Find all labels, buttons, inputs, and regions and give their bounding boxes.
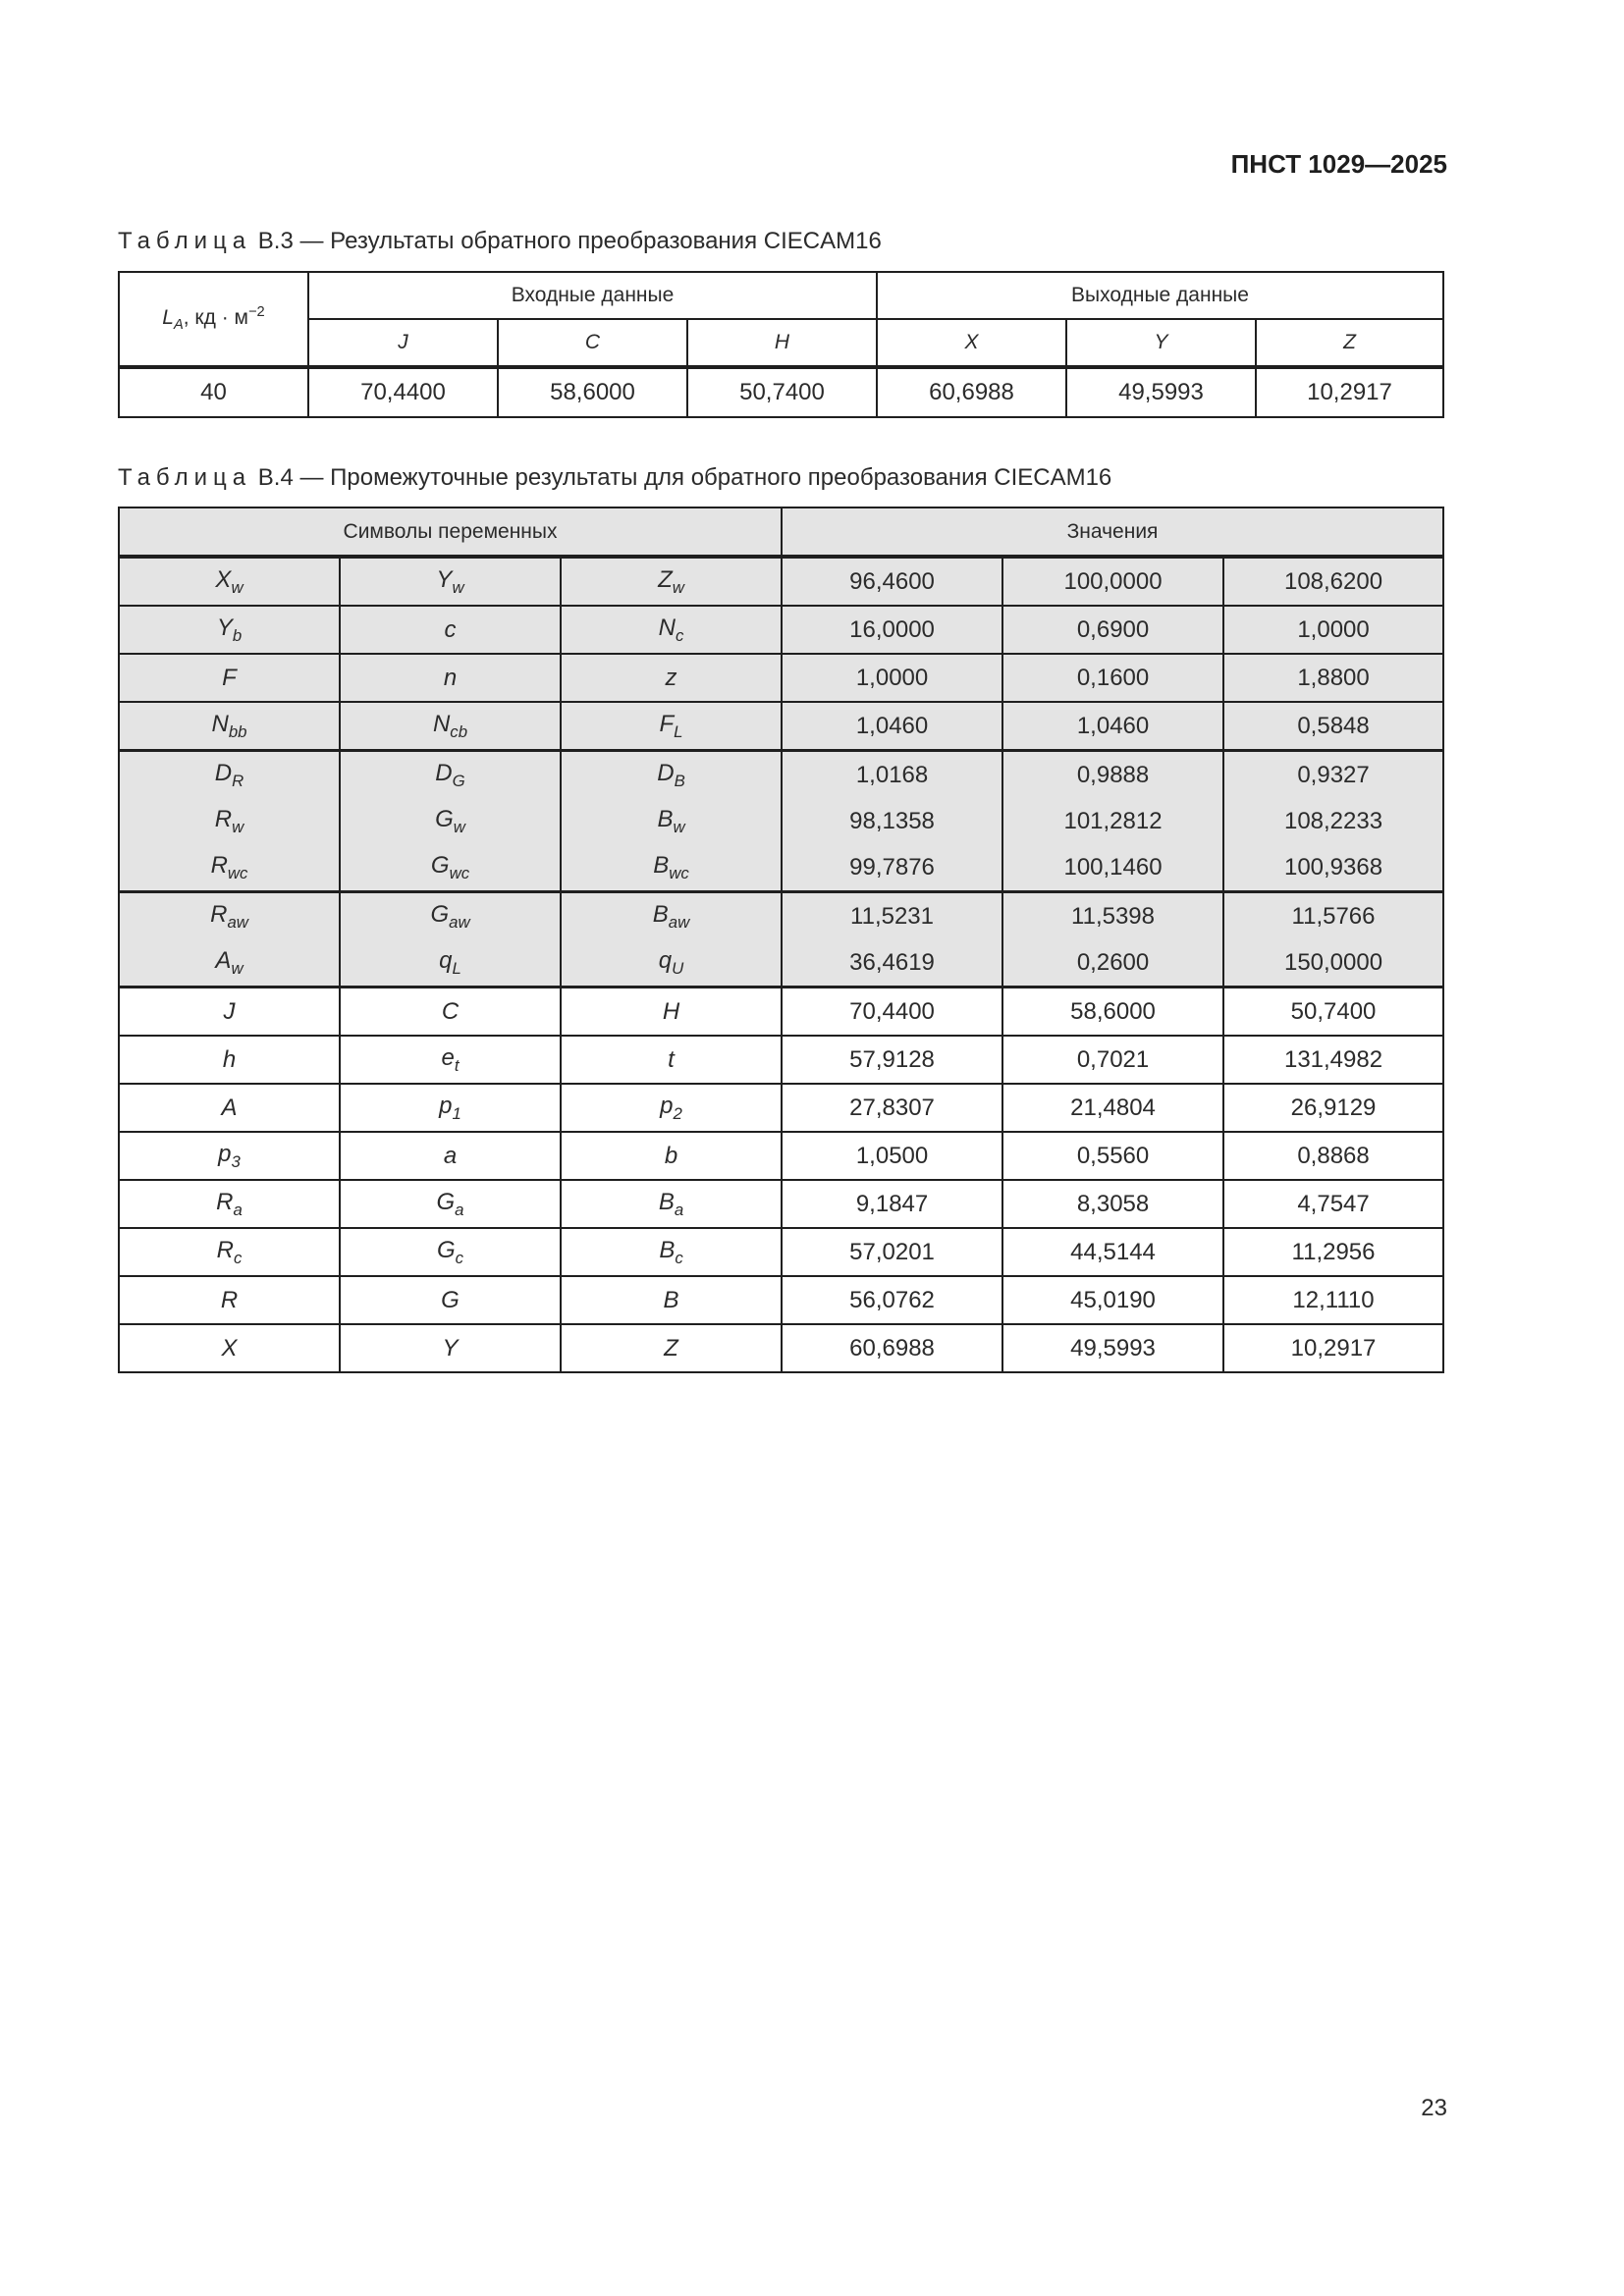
table-row [119, 1084, 1443, 1132]
value-cell: 57,0201 [782, 1228, 1002, 1276]
input-data-header: Входные данные [308, 272, 877, 319]
symbol-cell: $F_L$ [561, 702, 782, 751]
caption-text: В.3 — Результаты обратного преобразования CIECAM16 [257, 228, 882, 254]
value-cell: 26,9129 [1223, 1084, 1443, 1132]
table-row [119, 702, 1443, 751]
col-header: H [687, 319, 877, 367]
symbol-cell: a [340, 1132, 561, 1180]
value-cell: 96,4600 [782, 557, 1002, 606]
table-cell: 49,5993 [1066, 367, 1256, 417]
table-b4-caption [118, 464, 1111, 492]
table-cell: 10,2917 [1256, 367, 1443, 417]
col-header: C [498, 319, 687, 367]
col-header: X [877, 319, 1066, 367]
symbol-cell: $R_{aw}$ [119, 892, 340, 940]
value-cell: 108,2233 [1223, 798, 1443, 844]
table-row [119, 557, 1443, 606]
value-cell: 1,0000 [1223, 606, 1443, 654]
symbol-cell: Z [561, 1324, 782, 1372]
table-cell: 50,7400 [687, 367, 877, 417]
value-cell: 0,2600 [1002, 939, 1223, 988]
value-cell: 100,1460 [1002, 844, 1223, 892]
symbol-cell: $N_c$ [561, 606, 782, 654]
value-cell: 10,2917 [1223, 1324, 1443, 1372]
symbol-cell: h [119, 1036, 340, 1084]
symbol-cell: $R_w$ [119, 798, 340, 844]
table-b3 [118, 271, 1444, 418]
symbol-cell: A [119, 1084, 340, 1132]
value-cell: 60,6988 [782, 1324, 1002, 1372]
table-row [119, 654, 1443, 702]
symbol-cell: $e_t$ [340, 1036, 561, 1084]
value-cell: 9,1847 [782, 1180, 1002, 1228]
symbol-cell: $G_c$ [340, 1228, 561, 1276]
symbol-cell: $B_a$ [561, 1180, 782, 1228]
table-row [119, 844, 1443, 892]
symbol-cell: $G_{aw}$ [340, 892, 561, 940]
table-cell: 58,6000 [498, 367, 687, 417]
symbol-cell: $A_w$ [119, 939, 340, 988]
table-row [119, 751, 1443, 799]
symbol-cell: $B_w$ [561, 798, 782, 844]
symbol-cell: $R_a$ [119, 1180, 340, 1228]
value-cell: 11,5398 [1002, 892, 1223, 940]
symbol-cell: c [340, 606, 561, 654]
value-cell: 57,9128 [782, 1036, 1002, 1084]
document-id: ПНСТ 1029—2025 [1230, 149, 1447, 179]
symbol-cell: $D_B$ [561, 751, 782, 799]
value-cell: 98,1358 [782, 798, 1002, 844]
symbol-cell: G [340, 1276, 561, 1324]
table-b3-caption [118, 228, 882, 255]
symbol-cell: $R_{wc}$ [119, 844, 340, 892]
page-number: 23 [1421, 2095, 1447, 2121]
value-cell: 56,0762 [782, 1276, 1002, 1324]
symbol-cell: $Y_w$ [340, 557, 561, 606]
value-cell: 0,5560 [1002, 1132, 1223, 1180]
symbol-cell: $B_c$ [561, 1228, 782, 1276]
value-cell: 0,9327 [1223, 751, 1443, 799]
table-cell: 40 [119, 367, 308, 417]
symbol-cell: $B_{wc}$ [561, 844, 782, 892]
symbol-cell: t [561, 1036, 782, 1084]
symbol-cell: $p_1$ [340, 1084, 561, 1132]
value-cell: 100,0000 [1002, 557, 1223, 606]
value-cell: 8,3058 [1002, 1180, 1223, 1228]
value-cell: 44,5144 [1002, 1228, 1223, 1276]
table-row [119, 606, 1443, 654]
table-cell: 70,4400 [308, 367, 498, 417]
symbol-cell: $Z_w$ [561, 557, 782, 606]
value-cell: 1,0460 [782, 702, 1002, 751]
symbol-cell: $q_L$ [340, 939, 561, 988]
value-cell: 16,0000 [782, 606, 1002, 654]
value-cell: 0,9888 [1002, 751, 1223, 799]
value-cell: 12,1110 [1223, 1276, 1443, 1324]
value-cell: 11,5231 [782, 892, 1002, 940]
table-b4 [118, 507, 1444, 1373]
caption-word: Таблица [118, 464, 252, 491]
symbol-cell: $R_c$ [119, 1228, 340, 1276]
value-cell: 0,5848 [1223, 702, 1443, 751]
symbol-cell: J [119, 988, 340, 1037]
value-cell: 11,5766 [1223, 892, 1443, 940]
symbol-cell: $G_{wc}$ [340, 844, 561, 892]
value-cell: 36,4619 [782, 939, 1002, 988]
table-row [119, 1036, 1443, 1084]
symbol-cell: b [561, 1132, 782, 1180]
output-data-header: Выходные данные [877, 272, 1443, 319]
value-cell: 1,0500 [782, 1132, 1002, 1180]
symbol-cell: $q_U$ [561, 939, 782, 988]
symbol-cell: X [119, 1324, 340, 1372]
symbol-cell: $X_w$ [119, 557, 340, 606]
table-row [119, 1324, 1443, 1372]
value-cell: 1,8800 [1223, 654, 1443, 702]
value-cell: 58,6000 [1002, 988, 1223, 1037]
value-cell: 131,4982 [1223, 1036, 1443, 1084]
symbol-cell: F [119, 654, 340, 702]
table-row [119, 1276, 1443, 1324]
symbol-cell: H [561, 988, 782, 1037]
value-cell: 1,0460 [1002, 702, 1223, 751]
value-cell: 27,8307 [782, 1084, 1002, 1132]
value-cell: 45,0190 [1002, 1276, 1223, 1324]
table-row [119, 798, 1443, 844]
symbols-header: Символы переменных [119, 507, 782, 557]
value-cell: 99,7876 [782, 844, 1002, 892]
caption-text: В.4 — Промежуточные результаты для обратного преобразования CIECAM16 [257, 464, 1112, 491]
value-cell: 0,7021 [1002, 1036, 1223, 1084]
symbol-cell: $D_R$ [119, 751, 340, 799]
value-cell: 50,7400 [1223, 988, 1443, 1037]
table-row [119, 988, 1443, 1037]
value-cell: 1,0000 [782, 654, 1002, 702]
value-cell: 49,5993 [1002, 1324, 1223, 1372]
symbol-cell: C [340, 988, 561, 1037]
symbol-cell: R [119, 1276, 340, 1324]
symbol-cell: B [561, 1276, 782, 1324]
value-cell: 11,2956 [1223, 1228, 1443, 1276]
symbol-cell: $D_G$ [340, 751, 561, 799]
value-cell: 70,4400 [782, 988, 1002, 1037]
table-cell: 60,6988 [877, 367, 1066, 417]
table-row [119, 939, 1443, 988]
symbol-cell: $p_2$ [561, 1084, 782, 1132]
symbol-cell: $Y_b$ [119, 606, 340, 654]
value-cell: 21,4804 [1002, 1084, 1223, 1132]
symbol-cell: $B_{aw}$ [561, 892, 782, 940]
table-row [119, 1180, 1443, 1228]
values-header: Значения [782, 507, 1443, 557]
value-cell: 108,6200 [1223, 557, 1443, 606]
la-header: $L_A$, кд · $м^{-2}$ [119, 272, 308, 367]
value-cell: 1,0168 [782, 751, 1002, 799]
symbol-cell: $p_3$ [119, 1132, 340, 1180]
value-cell: 0,8868 [1223, 1132, 1443, 1180]
symbol-cell: $N_{bb}$ [119, 702, 340, 751]
value-cell: 100,9368 [1223, 844, 1443, 892]
value-cell: 101,2812 [1002, 798, 1223, 844]
table-row [119, 892, 1443, 940]
col-header: Z [1256, 319, 1443, 367]
table-row [119, 1132, 1443, 1180]
caption-word: Таблица [118, 228, 252, 254]
symbol-cell: $N_{cb}$ [340, 702, 561, 751]
value-cell: 4,7547 [1223, 1180, 1443, 1228]
symbol-cell: Y [340, 1324, 561, 1372]
symbol-cell: $G_w$ [340, 798, 561, 844]
col-header: J [308, 319, 498, 367]
table-row [119, 367, 1443, 417]
col-header: Y [1066, 319, 1256, 367]
symbol-cell: z [561, 654, 782, 702]
table-row [119, 1228, 1443, 1276]
value-cell: 0,1600 [1002, 654, 1223, 702]
value-cell: 150,0000 [1223, 939, 1443, 988]
value-cell: 0,6900 [1002, 606, 1223, 654]
symbol-cell: n [340, 654, 561, 702]
symbol-cell: $G_a$ [340, 1180, 561, 1228]
